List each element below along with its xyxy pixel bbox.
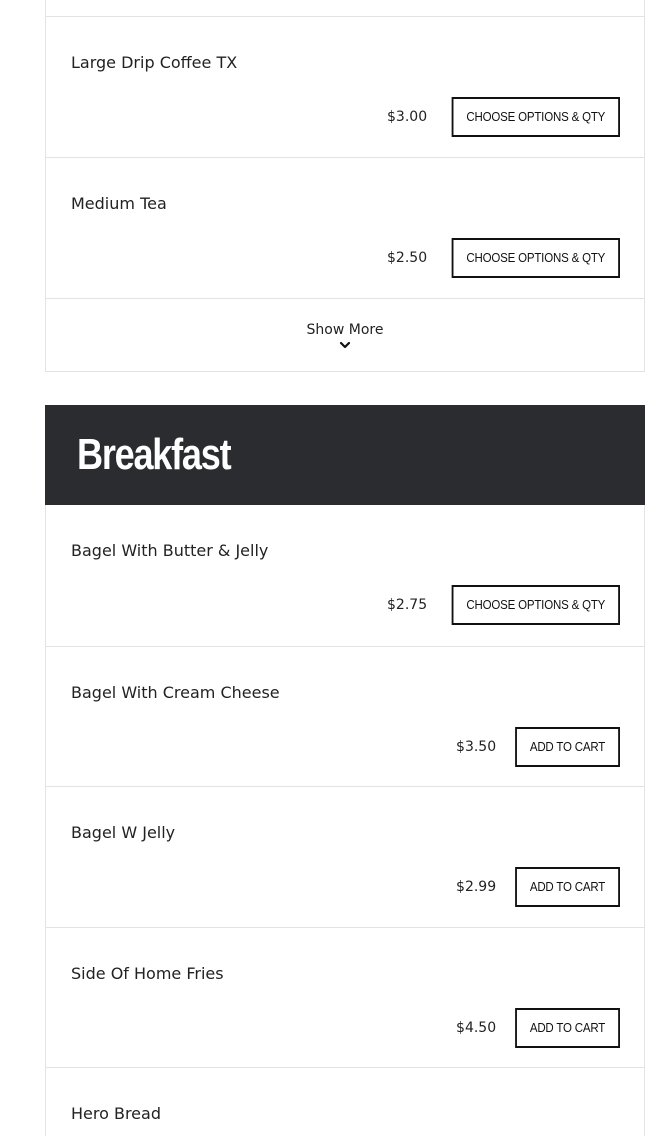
menu-item-name: Bagel With Butter & Jelly (71, 541, 269, 560)
menu-item (46, 17, 644, 158)
section-header-breakfast (45, 405, 645, 505)
menu-section-breakfast (45, 505, 645, 1136)
add-to-cart-button[interactable]: ADD TO CART (515, 727, 620, 767)
menu-item-price: $2.75 (387, 597, 428, 613)
chevron-down-icon (339, 340, 351, 350)
menu-item (46, 505, 644, 647)
menu-item-actions (456, 727, 620, 767)
add-to-cart-button[interactable]: ADD TO CART (515, 1008, 620, 1048)
menu-item-actions (387, 585, 620, 625)
menu-item-name: Bagel With Cream Cheese (71, 683, 280, 702)
menu-item-name: Medium Tea (71, 194, 167, 213)
menu-item-name: Hero Bread (71, 1104, 161, 1123)
show-more-button[interactable] (46, 299, 644, 372)
menu-item-name: Side Of Home Fries (71, 964, 224, 983)
add-to-cart-button[interactable]: ADD TO CART (515, 867, 620, 907)
choose-options-button[interactable]: CHOOSE OPTIONS & QTY (452, 97, 620, 137)
menu-item-price: $4.50 (456, 1020, 497, 1036)
menu-item-price: $3.50 (456, 739, 497, 755)
menu-section-drinks (45, 17, 645, 372)
show-more-label: Show More (306, 322, 384, 338)
menu-item (46, 158, 644, 299)
choose-options-button[interactable]: CHOOSE OPTIONS & QTY (452, 238, 620, 278)
choose-options-button[interactable]: CHOOSE OPTIONS & QTY (452, 585, 620, 625)
menu-item-actions (387, 97, 620, 137)
menu-item-actions (387, 238, 620, 278)
section-title: Breakfast (77, 430, 231, 479)
menu-item-price: $2.99 (456, 879, 497, 895)
menu-item (46, 787, 644, 928)
previous-menu-item-partial (45, 0, 645, 17)
menu-item (46, 1068, 644, 1136)
menu-item-price: $2.50 (387, 250, 428, 266)
menu-item (46, 928, 644, 1068)
menu-item-name: Large Drip Coffee TX (71, 53, 238, 72)
menu-item-actions (456, 867, 620, 907)
menu-item-actions (456, 1008, 620, 1048)
menu-item-price: $3.00 (387, 109, 428, 125)
menu-item (46, 647, 644, 787)
menu-item-name: Bagel W Jelly (71, 823, 176, 842)
